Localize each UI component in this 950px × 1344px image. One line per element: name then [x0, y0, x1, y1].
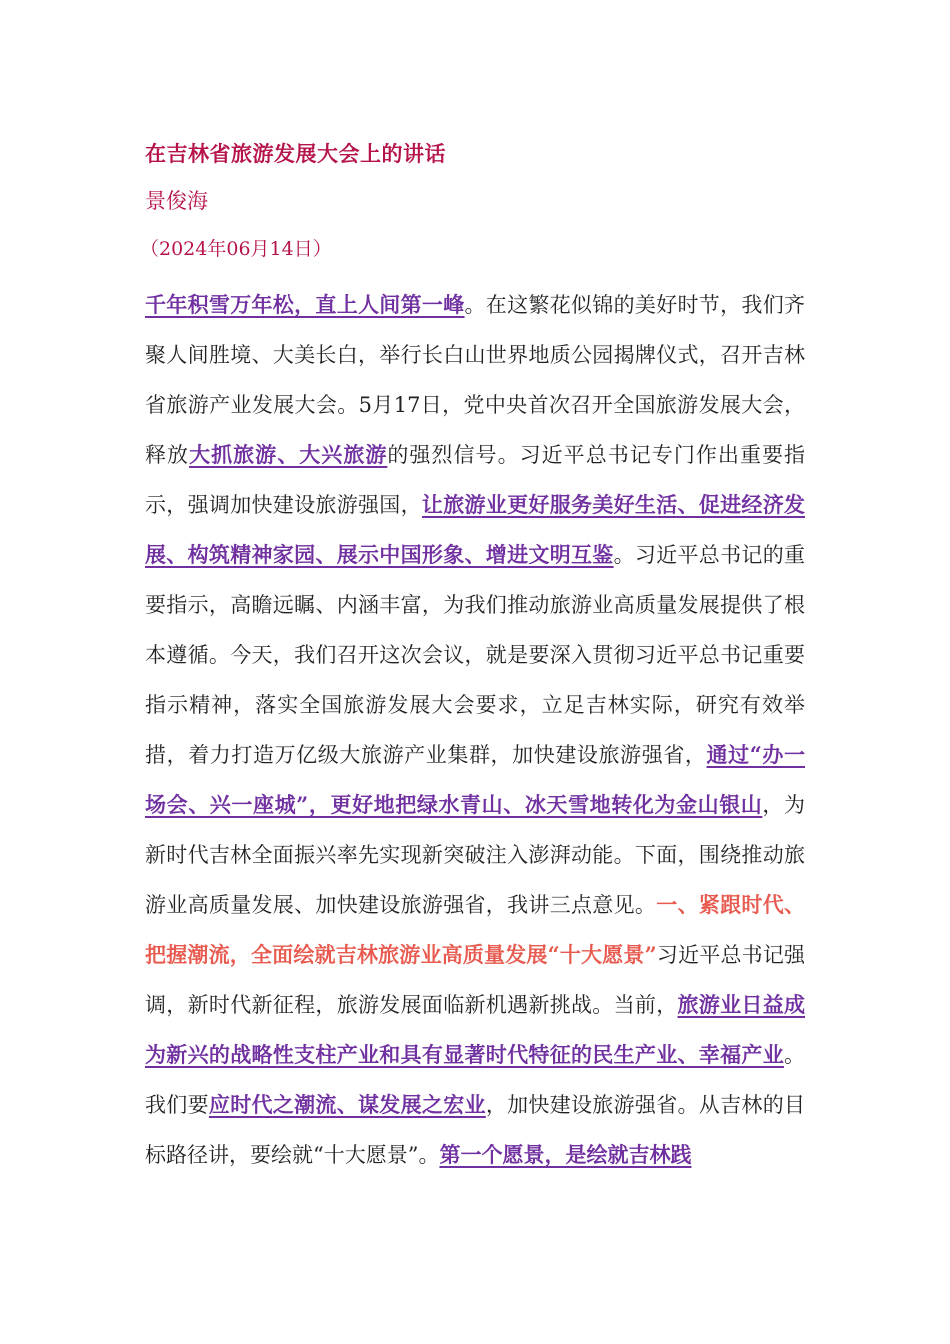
section-heading: 一、紧跟时代、把握潮流，全面绘就吉林旅游业高质量发展“十大愿景”: [145, 892, 806, 967]
body-text: ，加快建设旅游强省。从吉林的目标路径讲，要绘就“十大愿景”。: [145, 1093, 806, 1167]
highlight-text: 大抓旅游、大兴旅游: [189, 442, 388, 467]
speech-date: （2024年06月14日）: [140, 238, 332, 260]
highlight-text: 第一个愿景，是绘就吉林践: [439, 1142, 692, 1167]
highlight-text: 旅游业日益成为新兴的战略性支柱产业和具有显著时代特征的民生产业、幸福产业: [145, 992, 805, 1067]
body-text: ，为新时代吉林全面振兴率先实现新突破注入澎湃动能。下面，围绕推动旅游业高质量发展、加快建设旅游强省，我讲三点意见。: [145, 793, 806, 917]
body-text: 的强烈信号。习近平总书记专门作出重要指示，强调加快建设旅游强国，: [145, 443, 806, 517]
page-title: 在吉林省旅游发展大会上的讲话: [145, 141, 446, 166]
highlight-text: 通过“办一场会、兴一座城”，更好地把绿水青山、冰天雪地转化为金山银山: [145, 742, 805, 817]
body-text: 。在这繁花似锦的美好时节，我们齐聚人间胜境、大美长白，举行长白山世界地质公园揭牌仪式，召开吉林省旅游产业发展大会。5月17日，党中央首次召开全国旅游发展大会，释放: [145, 293, 805, 467]
body-text: 。我们要: [145, 1043, 805, 1117]
highlight-text: 让旅游业更好服务美好生活、促进经济发展、构筑精神家园、展示中国形象、增进文明互鉴: [145, 492, 806, 567]
body-paragraph: [145, 280, 805, 1180]
author-name: 景俊海: [145, 189, 208, 213]
body-text: 习近平总书记强调，新时代新征程，旅游发展面临新机遇新挑战。当前，: [145, 943, 806, 1017]
highlight-text: 千年积雪万年松，直上人间第一峰: [145, 292, 465, 317]
highlight-text: 应时代之潮流、谋发展之宏业: [208, 1092, 486, 1117]
body-text: 。习近平总书记的重要指示，高瞻远瞩、内涵丰富，为我们推动旅游业高质量发展提供了根本遵循。今天，我们召开这次会议，就是要深入贯彻习近平总书记重要指示精神，落实全国旅游发展大会要求，立足吉林实际，研究有效举措，着力打造万亿级大旅游产业集群，加快建设旅游强省，: [145, 543, 806, 767]
